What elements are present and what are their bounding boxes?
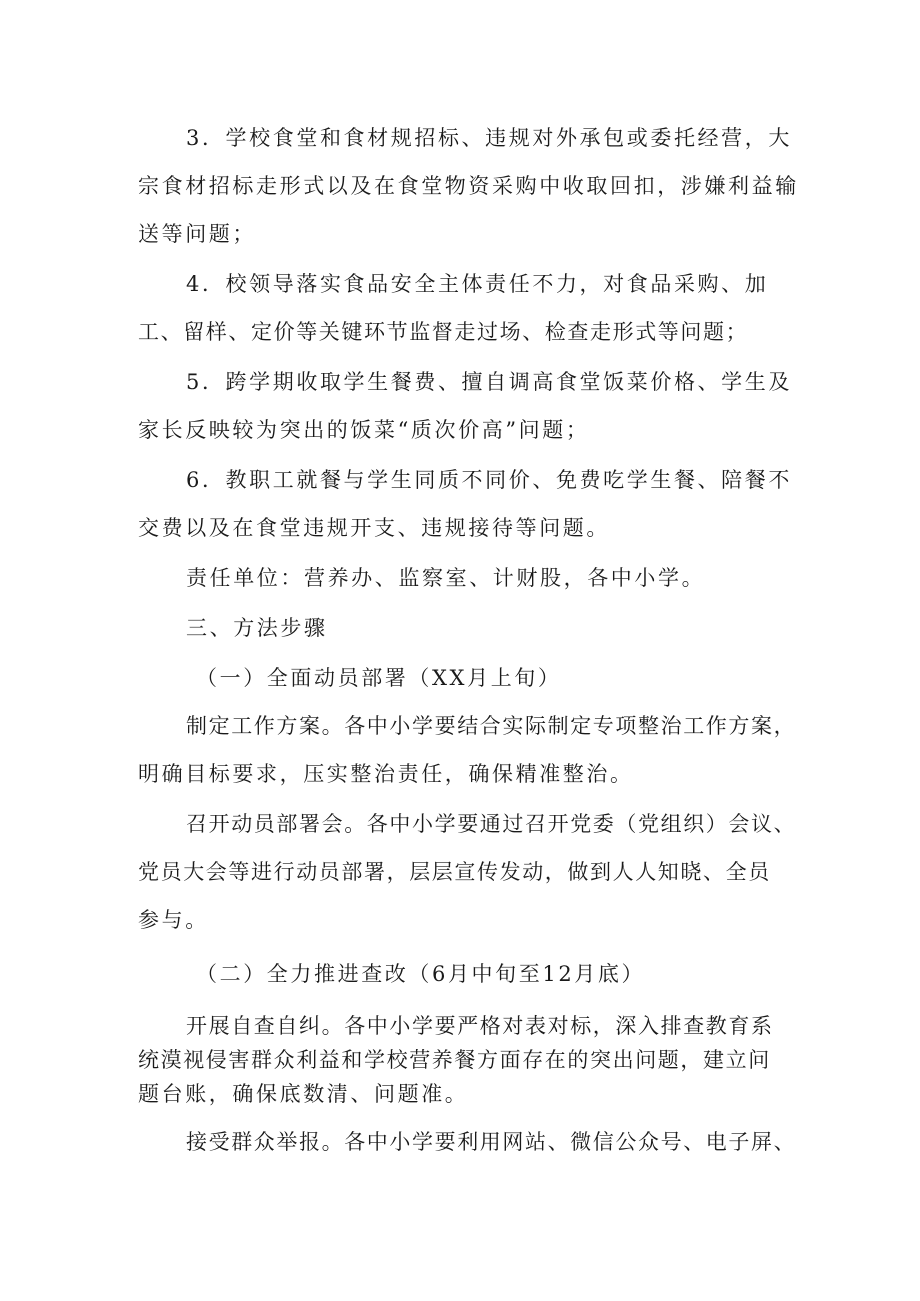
section-heading-methods: 三、方法步骤	[186, 616, 328, 640]
subsection-heading-2: （二）全力推进查改（6月中旬至12月底）	[196, 962, 646, 986]
paragraph-item-6-line-1: 6．教职工就餐与学生同质不同价、免费吃学生餐、陪餐不	[186, 468, 792, 492]
responsible-units: 责任单位：营养办、监察室、计财股，各中小学。	[186, 566, 706, 590]
paragraph-plan-line-1: 制定工作方案。各中小学要结合实际制定专项整治工作方案，	[186, 714, 797, 738]
paragraph-item-5-line-2: 家长反映较为突出的饭菜“质次价高”问题；	[138, 418, 590, 442]
paragraph-meeting-line-3: 参与。	[138, 908, 209, 932]
paragraph-selfcheck-line-2: 统漠视侵害群众利益和学校营养餐方面存在的突出问题，建立问	[138, 1048, 771, 1072]
paragraph-selfcheck-line-3: 题台账，确保底数清、问题准。	[138, 1082, 469, 1106]
paragraph-item-4-line-2: 工、留样、定价等关键环节监督走过场、检查走形式等问题；	[138, 320, 749, 344]
paragraph-meeting-line-1: 召开动员部署会。各中小学要通过召开党委（党组织）会议、	[186, 812, 797, 836]
paragraph-meeting-line-2: 党员大会等进行动员部署，层层宣传发动，做到人人知晓、全员	[138, 860, 771, 884]
paragraph-item-5-line-1: 5．跨学期收取学生餐费、擅自调高食堂饭菜价格、学生及	[186, 370, 792, 394]
paragraph-item-3-line-1: 3．学校食堂和食材规招标、违规对外承包或委托经营，大	[186, 126, 792, 150]
paragraph-item-3-line-3: 送等问题；	[138, 222, 256, 246]
paragraph-report-line-1: 接受群众举报。各中小学要利用网站、微信公众号、电子屏、	[186, 1130, 797, 1154]
paragraph-item-3-line-2: 宗食材招标走形式以及在食堂物资采购中收取回扣，涉嫌利益输	[138, 174, 799, 198]
paragraph-item-6-line-2: 交费以及在食堂违规开支、违规接待等问题。	[138, 516, 610, 540]
paragraph-plan-line-2: 明确目标要求，压实整治责任，确保精准整治。	[138, 762, 634, 786]
paragraph-selfcheck-line-1: 开展自查自纠。各中小学要严格对表对标，深入排查教育系	[186, 1014, 774, 1038]
subsection-heading-1: （一）全面动员部署（XX月上旬）	[196, 666, 562, 690]
paragraph-item-4-line-1: 4．校领导落实食品安全主体责任不力，对食品采购、加	[186, 272, 769, 296]
